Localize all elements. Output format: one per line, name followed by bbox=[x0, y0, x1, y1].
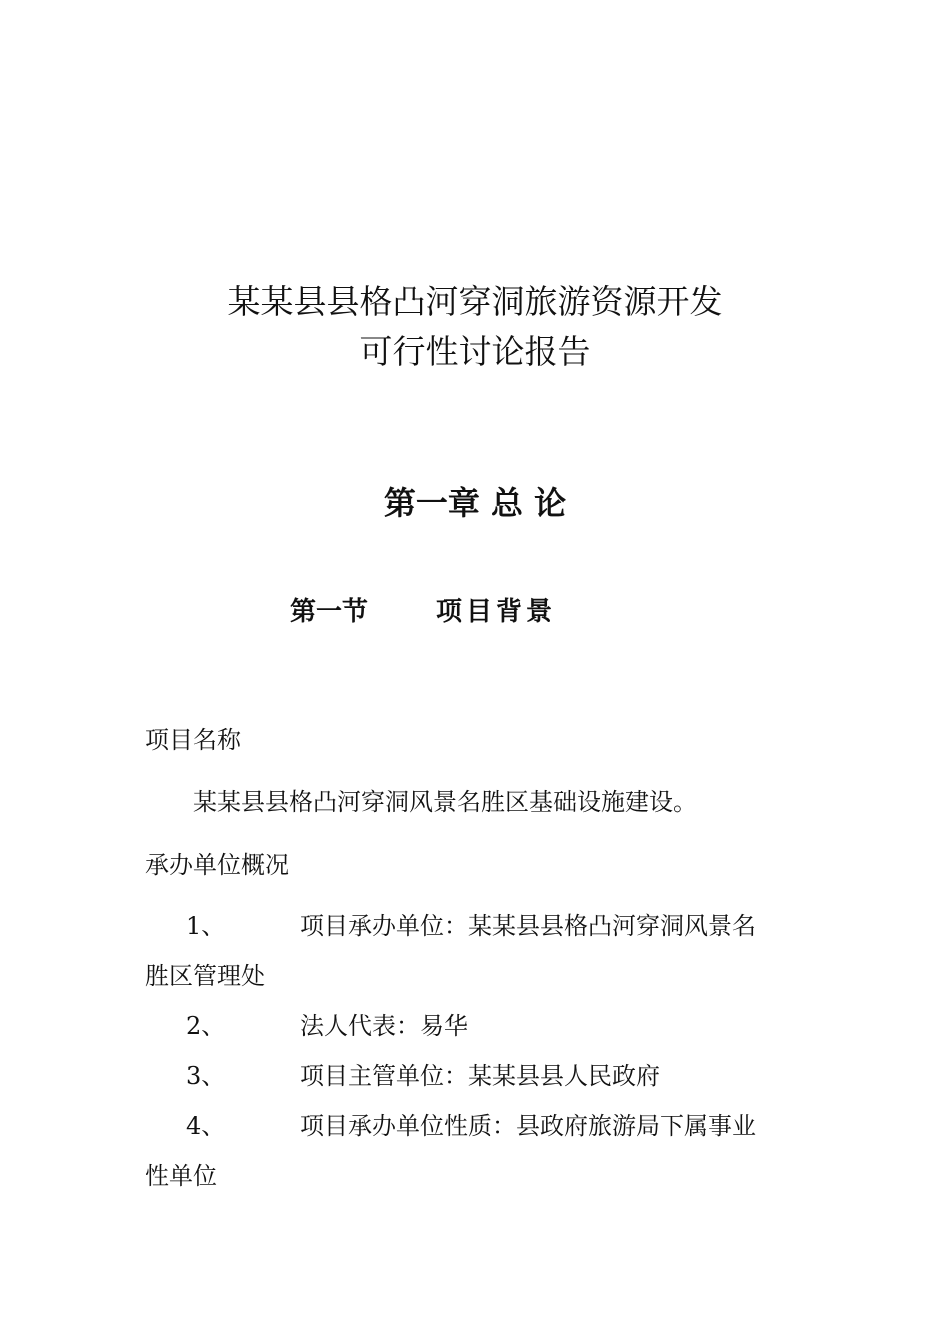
list-item-number: 1、 bbox=[186, 912, 226, 940]
report-title-line-2: 可行性讨论报告 bbox=[359, 332, 591, 371]
chapter-heading: 第一章 总 论 bbox=[383, 484, 567, 522]
list-item-text: 法人代表：易华 bbox=[300, 1012, 468, 1040]
list-item-text: 项目承办单位：某某县县格凸河穿洞风景名 bbox=[300, 912, 756, 940]
list-item-continuation: 胜区管理处 bbox=[145, 962, 265, 990]
report-title-line-1: 某某县县格凸河穿洞旅游资源开发 bbox=[227, 282, 723, 321]
organization-heading: 承办单位概况 bbox=[145, 851, 289, 879]
project-name-heading: 项目名称 bbox=[145, 726, 241, 754]
section-number: 第一节 bbox=[290, 597, 369, 627]
project-name-text: 某某县县格凸河穿洞风景名胜区基础设施建设。 bbox=[193, 788, 697, 816]
list-item-number: 3、 bbox=[186, 1062, 226, 1090]
list-item-number: 4、 bbox=[186, 1112, 226, 1140]
section-title: 项目背景 bbox=[436, 597, 557, 627]
list-item-text: 项目承办单位性质：县政府旅游局下属事业 bbox=[300, 1112, 756, 1140]
list-item-continuation: 性单位 bbox=[145, 1162, 217, 1190]
list-item-number: 2、 bbox=[186, 1012, 226, 1040]
list-item-text: 项目主管单位：某某县县人民政府 bbox=[300, 1062, 660, 1090]
